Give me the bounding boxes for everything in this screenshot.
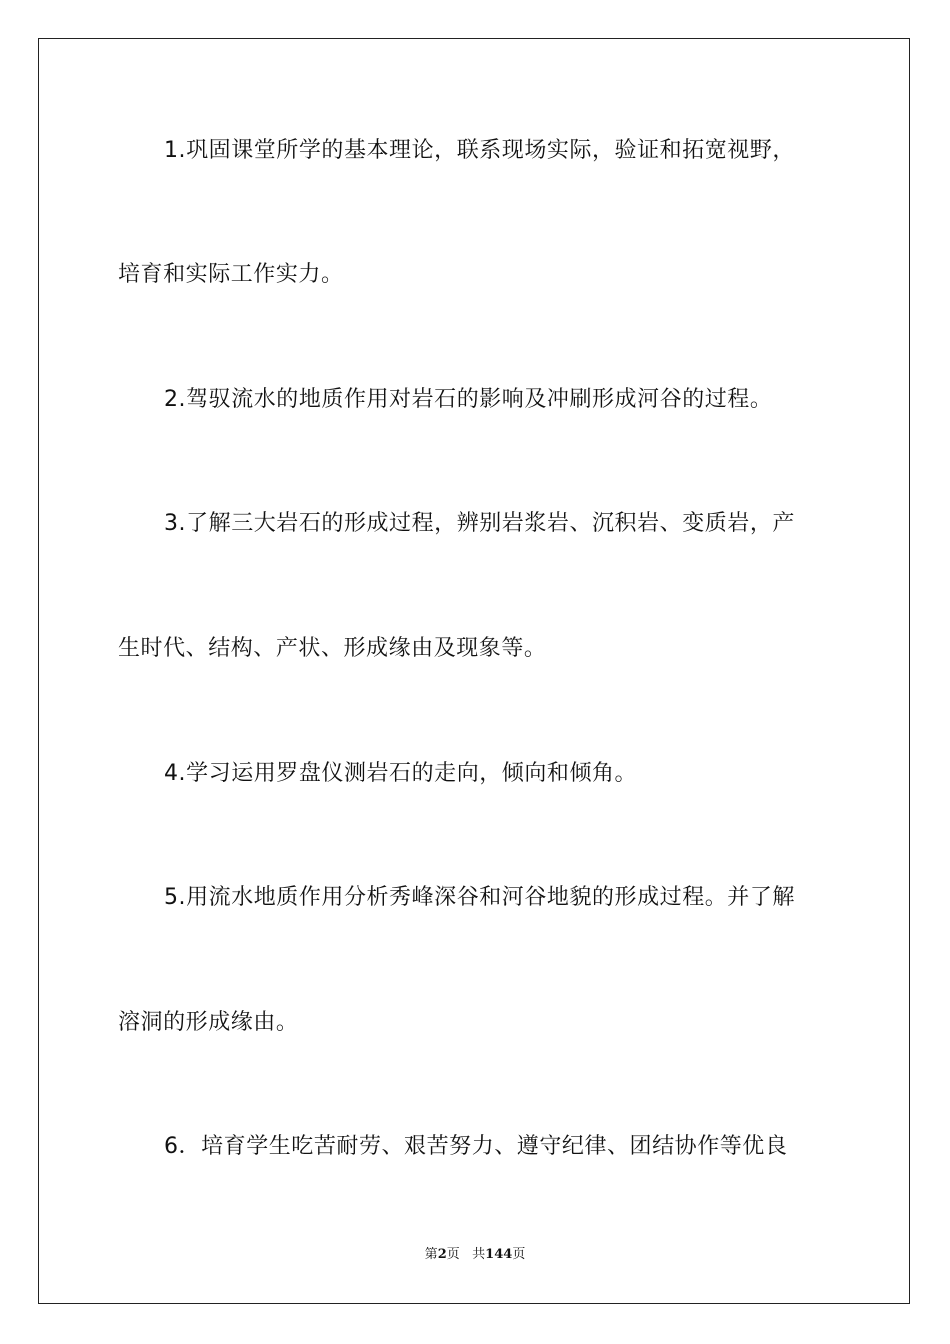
paragraph-5-line-1: 5.用流水地质作用分析秀峰深谷和河谷地貌的形成过程。并了解 <box>164 885 795 910</box>
total-pages: 144 <box>485 1247 513 1262</box>
page-footer <box>0 1246 950 1264</box>
total-suffix: 页 <box>512 1247 526 1262</box>
paragraph-4-line-1: 4.学习运用罗盘仪测岩石的走向，倾向和倾角。 <box>164 761 638 786</box>
page-prefix: 第 <box>424 1247 438 1262</box>
paragraph-3-line-2: 生时代、结构、产状、形成缘由及现象等。 <box>118 636 547 661</box>
paragraph-1-line-2: 培育和实际工作实力。 <box>118 262 344 287</box>
paragraph-1-line-1: 1.巩固课堂所学的基本理论，联系现场实际，验证和拓宽视野， <box>164 138 795 163</box>
paragraph-2-line-1: 2.驾驭流水的地质作用对岩石的影响及冲刷形成河谷的过程。 <box>164 387 773 412</box>
page-number: 2 <box>437 1247 447 1262</box>
page-suffix: 页 <box>446 1247 460 1262</box>
total-prefix: 共 <box>472 1247 486 1262</box>
paragraph-6-line-1: 6．培育学生吃苦耐劳、艰苦努力、遵守纪律、团结协作等优良 <box>164 1134 788 1159</box>
page-frame <box>38 38 910 1304</box>
paragraph-3-line-1: 3.了解三大岩石的形成过程，辨别岩浆岩、沉积岩、变质岩，产 <box>164 511 795 536</box>
paragraph-5-line-2: 溶洞的形成缘由。 <box>118 1010 299 1035</box>
